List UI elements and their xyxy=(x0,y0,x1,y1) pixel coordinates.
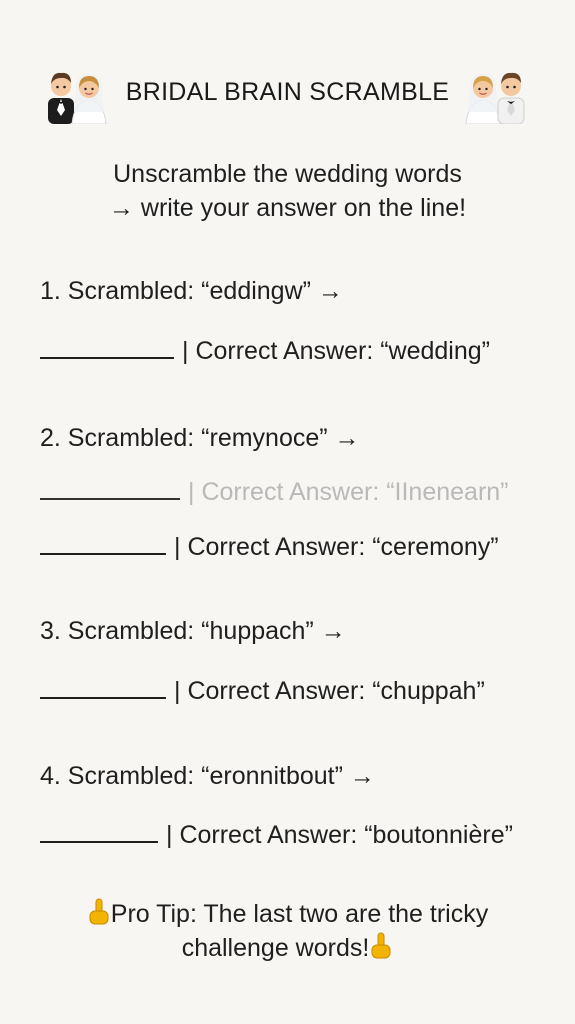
answer-blank-line[interactable] xyxy=(40,480,180,500)
question-4-scrambled: 4. Scrambled: “eronnitbout” → xyxy=(40,762,375,790)
pointing-finger-icon xyxy=(369,932,393,960)
question-1-answer: | Correct Answer: “wedding” xyxy=(182,337,490,365)
question-1-answer-row xyxy=(40,337,490,366)
answer-blank-line[interactable] xyxy=(40,823,158,843)
question-2-faded-answer: | Correct Answer: “IInenearn” xyxy=(188,478,509,506)
question-2-answer: | Correct Answer: “ceremony” xyxy=(174,533,499,561)
instructions-line-1: Unscramble the wedding words xyxy=(113,160,462,188)
pro-tip-line-2 xyxy=(0,931,575,965)
page-title: BRIDAL BRAIN SCRAMBLE xyxy=(125,78,450,106)
question-3-answer: | Correct Answer: “chuppah” xyxy=(174,677,485,705)
question-3-answer-row xyxy=(40,677,485,706)
pro-tip-text-2: challenge words! xyxy=(181,934,370,962)
pro-tip xyxy=(0,897,575,965)
answer-blank-line[interactable] xyxy=(40,339,174,359)
pointing-finger-icon xyxy=(87,898,111,926)
pro-tip-text-1: Pro Tip: The last two are the tricky xyxy=(110,900,489,928)
question-1-scrambled: 1. Scrambled: “eddingw” → xyxy=(40,277,343,305)
question-4-answer: | Correct Answer: “boutonnière” xyxy=(166,821,513,849)
question-2-answer-row xyxy=(40,533,499,562)
question-4-answer-row xyxy=(40,821,513,850)
answer-blank-line[interactable] xyxy=(40,535,166,555)
question-2-scrambled: 2. Scrambled: “remynoce” → xyxy=(40,424,360,452)
instructions-line-2: → write your answer on the line! xyxy=(108,194,467,222)
pro-tip-line-1 xyxy=(0,897,575,931)
answer-blank-line[interactable] xyxy=(40,679,166,699)
question-2-faded-answer-row xyxy=(40,478,509,507)
instructions xyxy=(0,157,575,225)
bride-groom-icon xyxy=(462,66,530,124)
question-3-scrambled: 3. Scrambled: “huppach” → xyxy=(40,617,346,645)
